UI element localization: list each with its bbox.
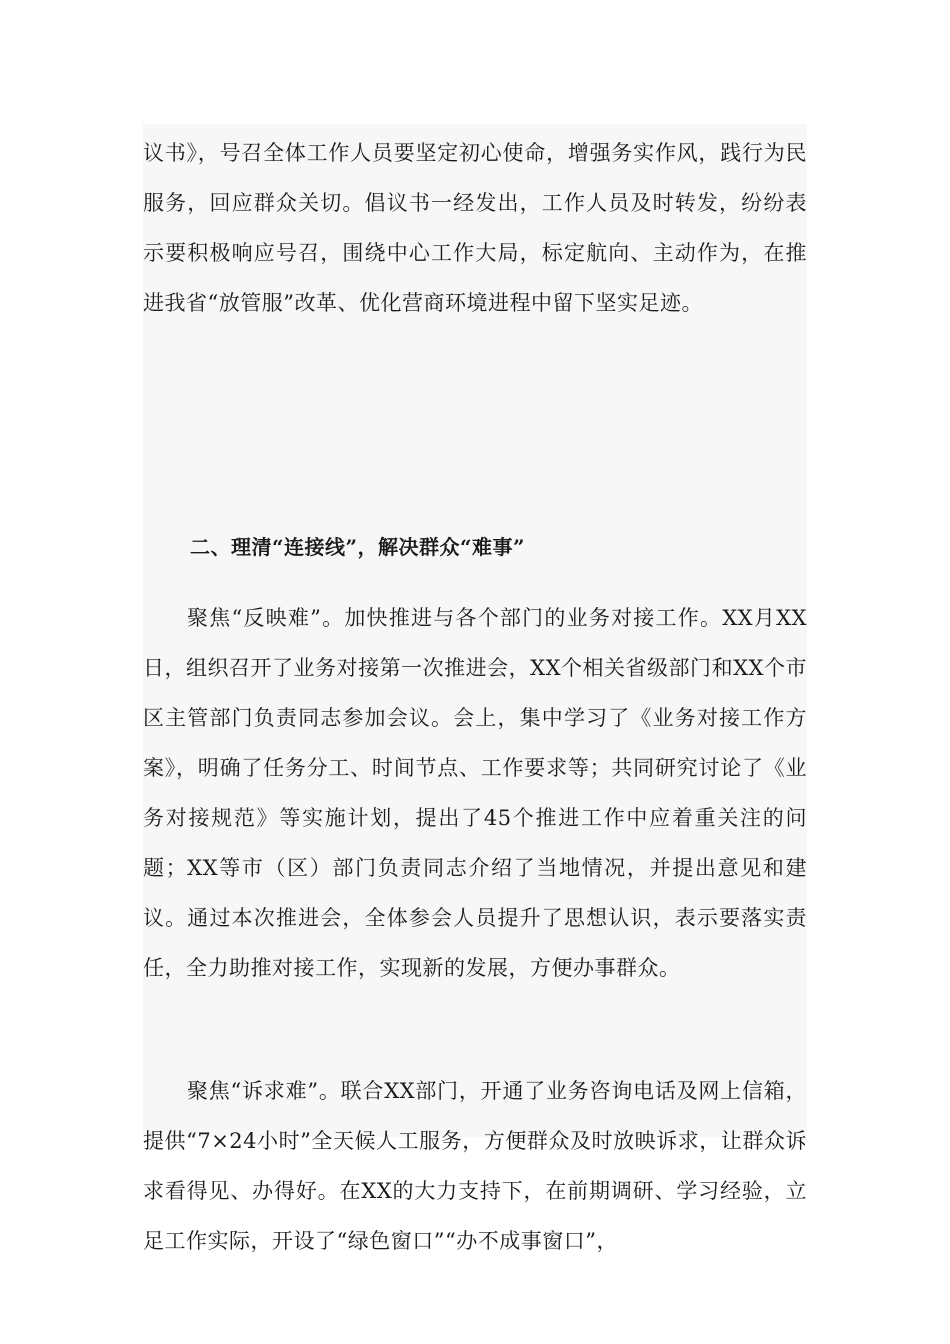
text-body bbox=[143, 124, 807, 1253]
paragraph-continued: 议书》，号召全体工作人员要坚定初心使命，增强务实作风，践行为民服务，回应群众关切。倡议书一经发出，工作人员及时转发，纷纷表示要积极响应号召，围绕中心工作大局，标定航向、主动作为，在推进我省“放管服”改革、优化营商环境进程中留下坚实足迹。 bbox=[143, 141, 807, 315]
section-heading: 二、理清“连接线”，解决群众“难事” bbox=[190, 535, 526, 559]
paragraph-feedback: 聚焦“反映难”。加快推进与各个部门的业务对接工作。XX月XX日，组织召开了业务对接第一次推进会，XX个相关省级部门和XX个市区主管部门负责同志参加会议。会上，集中学习了《业务对接工作方案》，明确了任务分工、时间节点、工作要求等；共同研究讨论了《业务对接规范》等实施计划，提出了45个推进工作中应着重关注的问题；XX等市（区）部门负责同志介绍了当地情况，并提出意见和建议。通过本次推进会，全体参会人员提升了思想认识，表示要落实责任，全力助推对接工作，实现新的发展，方便办事群众。 bbox=[143, 606, 807, 980]
paragraph-appeal: 聚焦“诉求难”。联合XX部门，开通了业务咨询电话及网上信箱，提供“7×24小时”全天候人工服务，方便群众及时放映诉求，让群众诉求看得见、办得好。在XX的大力支持下，在前期调研、学习经验，立足工作实际，开设了“绿色窗口”“办不成事窗口”， bbox=[143, 1079, 807, 1253]
